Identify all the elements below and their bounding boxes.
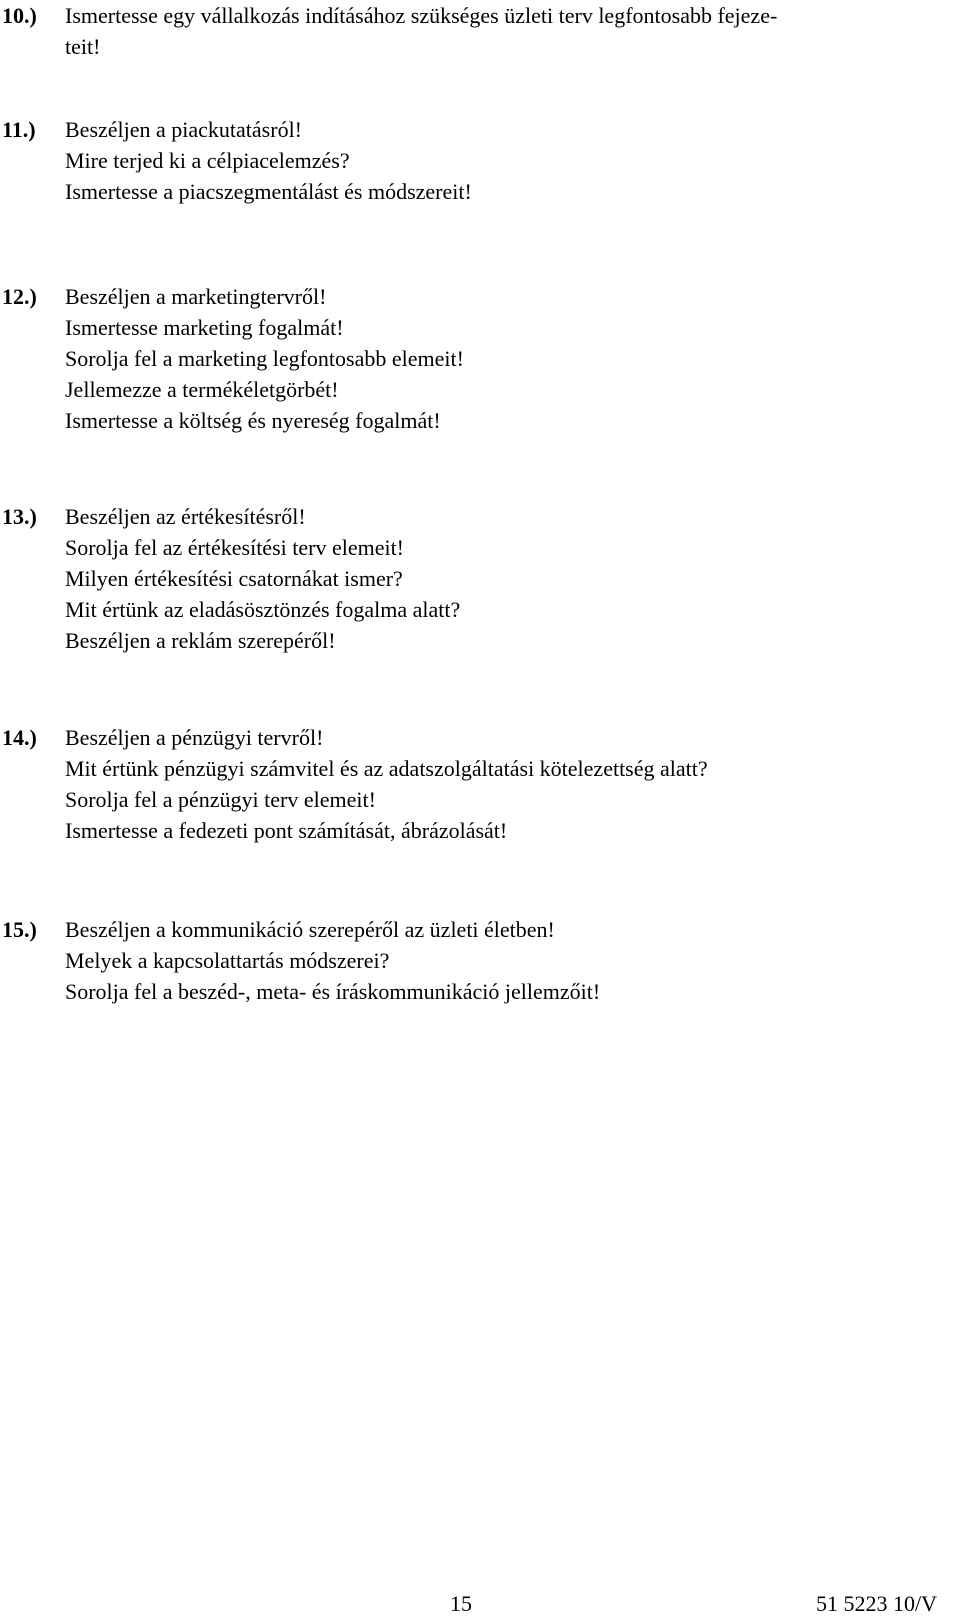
question-line: Sorolja fel a pénzügyi terv elemeit!	[65, 787, 376, 812]
question-number: 11.)	[2, 117, 36, 142]
question-number: 12.)	[2, 284, 37, 309]
question-line: teit!	[65, 34, 101, 59]
question-line: Milyen értékesítési csatornákat ismer?	[65, 566, 403, 591]
question-line: Beszéljen a marketingtervről!	[65, 284, 327, 309]
question-line: Ismertesse egy vállalkozás indításához szükséges üzleti terv legfontosabb fejeze-	[65, 3, 778, 28]
question-number: 14.)	[2, 725, 37, 750]
question-line: Mit értünk pénzügyi számvitel és az adatszolgáltatási kötelezettség alatt?	[65, 756, 708, 781]
question-text	[65, 722, 935, 846]
question-text	[65, 114, 935, 207]
question-line: Ismertesse a fedezeti pont számítását, ábrázolását!	[65, 818, 508, 843]
question-line: Beszéljen a reklám szerepéről!	[65, 628, 336, 653]
question-line: Beszéljen a kommunikáció szerepéről az üzleti életben!	[65, 917, 555, 942]
question-number: 13.)	[2, 504, 37, 529]
question-line: Melyek a kapcsolattartás módszerei?	[65, 948, 390, 973]
question-line: Sorolja fel az értékesítési terv elemeit!	[65, 535, 405, 560]
question-line: Ismertesse a piacszegmentálást és módszereit!	[65, 179, 472, 204]
question-number: 15.)	[2, 917, 37, 942]
question-text	[65, 914, 935, 1007]
question-line: Sorolja fel a marketing legfontosabb elemeit!	[65, 346, 464, 371]
question-text	[65, 0, 935, 62]
question-line: Sorolja fel a beszéd-, meta- és íráskommunikáció jellemzőit!	[65, 979, 601, 1004]
question-number: 10.)	[2, 3, 37, 28]
question-line: Beszéljen az értékesítésről!	[65, 504, 306, 529]
question-line: Jellemezze a termékéletgörbét!	[65, 377, 339, 402]
question-line: Mire terjed ki a célpiacelemzés?	[65, 148, 350, 173]
question-line: Beszéljen a pénzügyi tervről!	[65, 725, 324, 750]
question-text	[65, 501, 935, 656]
question-line: Mit értünk az eladásösztönzés fogalma alatt?	[65, 597, 461, 622]
document-code: 51 5223 10/V	[816, 1591, 937, 1616]
page-number: 15	[450, 1591, 472, 1616]
question-line: Ismertesse a költség és nyereség fogalmát!	[65, 408, 441, 433]
question-line: Beszéljen a piackutatásról!	[65, 117, 303, 142]
question-text	[65, 281, 935, 436]
question-line: Ismertesse marketing fogalmát!	[65, 315, 344, 340]
